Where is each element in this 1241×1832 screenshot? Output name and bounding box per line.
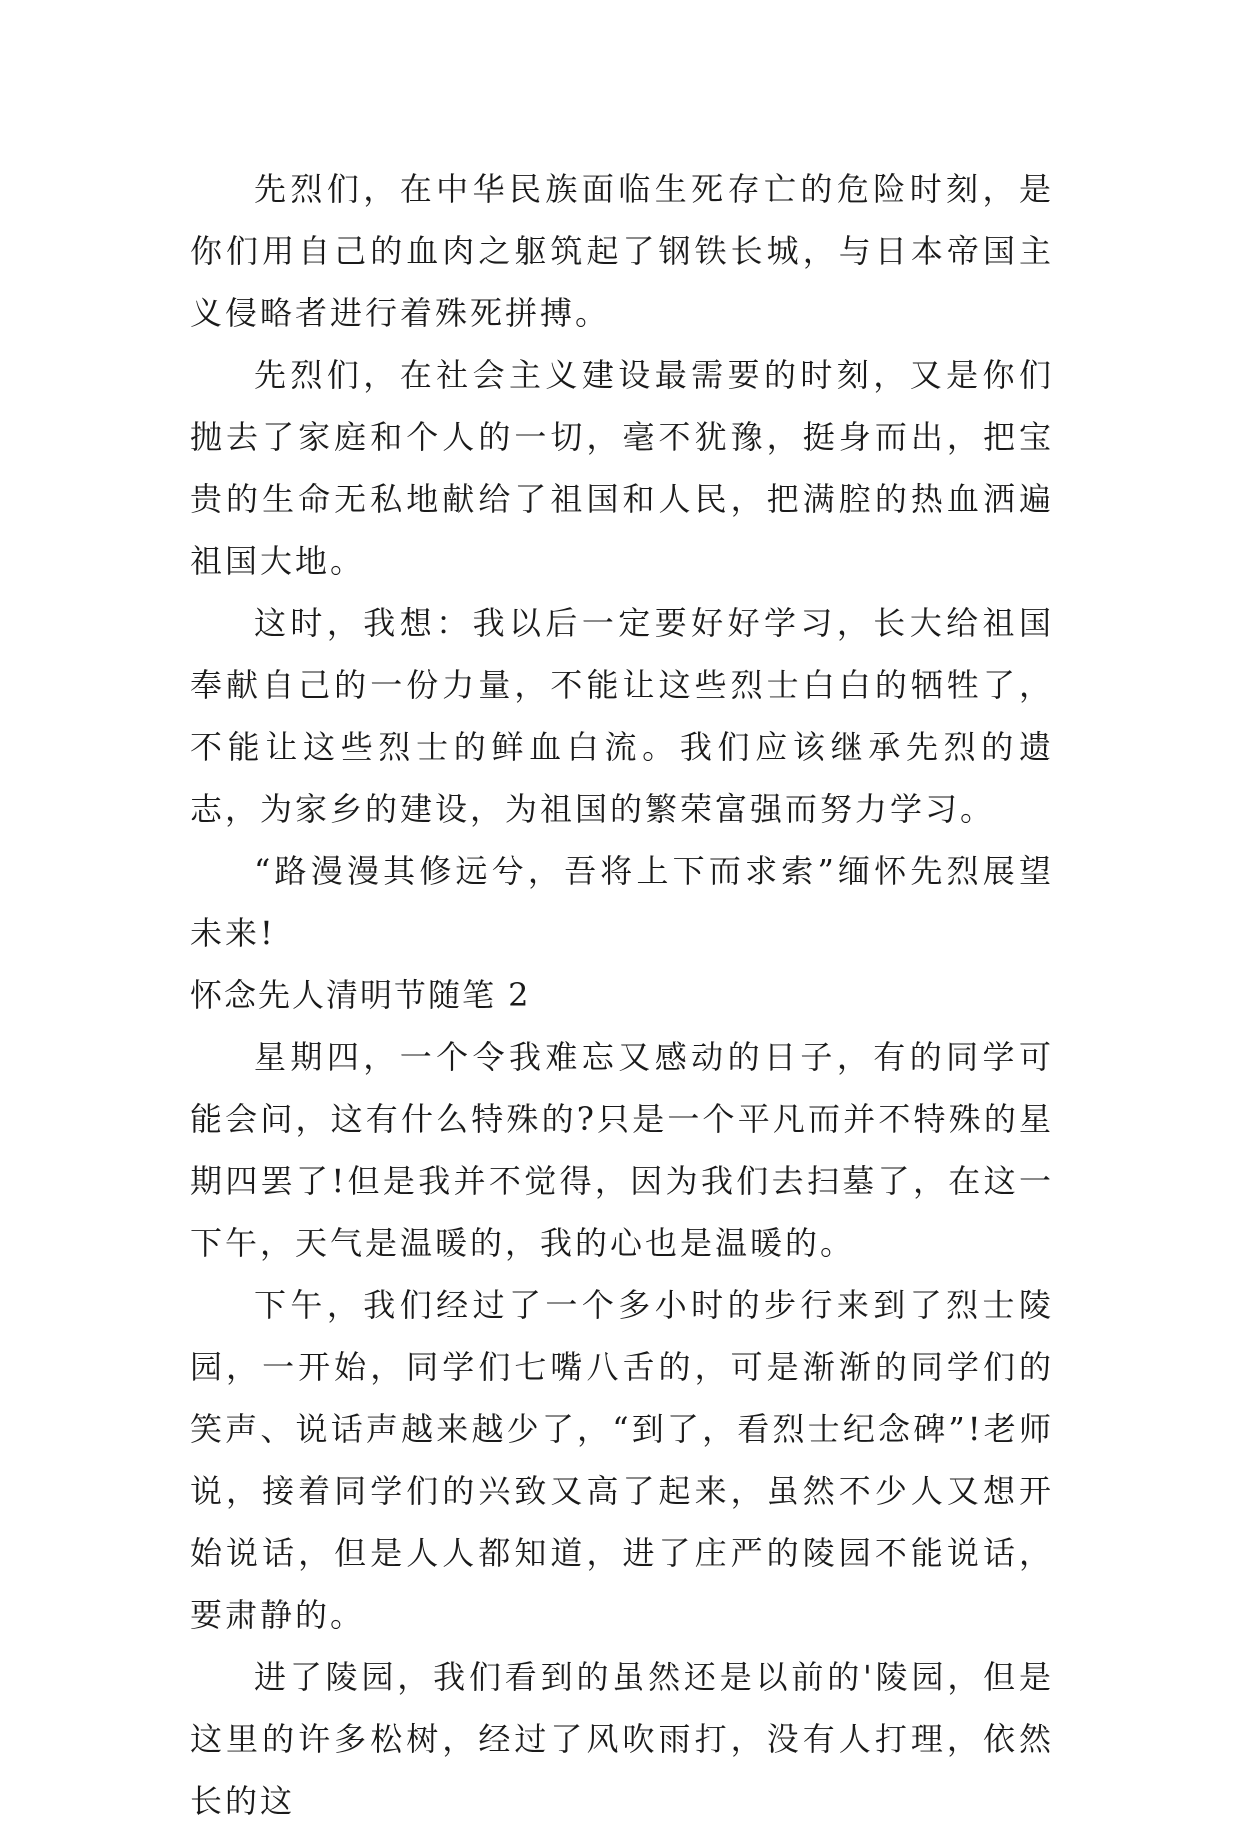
paragraph: 先烈们，在社会主义建设最需要的时刻，又是你们抛去了家庭和个人的一切，毫不犹豫，挺身而出，把宝贵的生命无私地献给了祖国和人民，把满腔的热血洒遍祖国大地。: [190, 356, 1054, 580]
paragraph: “路漫漫其修远兮，吾将上下而求索”缅怀先烈展望未来!: [190, 852, 1054, 952]
paragraph: 进了陵园，我们看到的虽然还是以前的'陵园，但是这里的许多松树，经过了风吹雨打，没有人打理，依然长的这: [190, 1658, 1054, 1820]
section-heading: 怀念先人清明节随笔 2: [190, 976, 531, 1014]
paragraph: 星期四，一个令我难忘又感动的日子，有的同学可能会问，这有什么特殊的?只是一个平凡而并不特殊的星期四罢了!但是我并不觉得，因为我们去扫墓了，在这一下午，天气是温暖的，我的心也是温暖的。: [190, 1038, 1054, 1262]
paragraph: 先烈们，在中华民族面临生死存亡的危险时刻，是你们用自己的血肉之躯筑起了钢铁长城，与日本帝国主义侵略者进行着殊死拼搏。: [190, 170, 1054, 332]
paragraph: 这时，我想：我以后一定要好好学习，长大给祖国奉献自己的一份力量，不能让这些烈士白白的牺牲了，不能让这些烈士的鲜血白流。我们应该继承先烈的遗志，为家乡的建设，为祖国的繁荣富强而努力学习。: [190, 604, 1054, 828]
paragraph: 下午，我们经过了一个多小时的步行来到了烈士陵园，一开始，同学们七嘴八舌的，可是渐渐的同学们的笑声、说话声越来越少了，“到了，看烈士纪念碑”!老师说，接着同学们的兴致又高了起来，虽然不少人又想开始说话，但是人人都知道，进了庄严的陵园不能说话，要肃静的。: [190, 1286, 1054, 1634]
document-body: [190, 158, 1054, 1832]
